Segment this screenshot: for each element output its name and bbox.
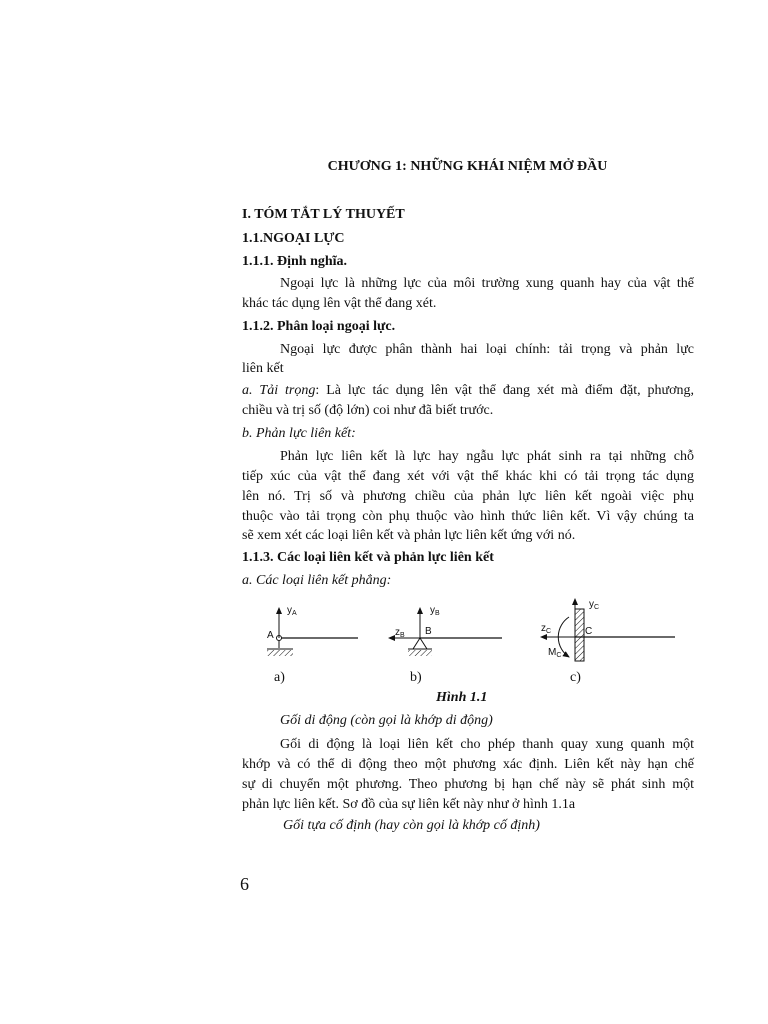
figure-caption: Hình 1.1 bbox=[436, 690, 488, 705]
term-label: a. Các loại liên kết phẳng: bbox=[242, 573, 392, 588]
fixed-support-c bbox=[541, 599, 675, 661]
force-label-ya: $y_A$ bbox=[287, 605, 297, 617]
pin-support-b bbox=[389, 605, 502, 656]
item-title: Gối tựa cố định (hay còn gọi là khớp cố định) bbox=[283, 818, 540, 833]
paragraph-line: chiều và trị số (độ lớn) coi như đã biết trước. bbox=[242, 403, 494, 418]
moment-label-mc: $M_C$ bbox=[548, 647, 562, 659]
figure-label-a: a) bbox=[274, 670, 285, 685]
point-label-b: B bbox=[425, 626, 432, 637]
figure-label-c: c) bbox=[570, 670, 581, 685]
force-label-zb: $z_B$ bbox=[395, 627, 405, 639]
paragraph-line: sẽ xem xét các loại liên kết và phản lực liên kết ứng với nó. bbox=[242, 528, 576, 543]
support-diagram bbox=[255, 595, 700, 665]
term-definition: : Là lực tác dụng lên vật thể đang xét mà điểm đặt, phương, bbox=[315, 383, 695, 398]
subsubsection-heading: 1.1.1. Định nghĩa. bbox=[242, 254, 348, 269]
chapter-title: CHƯƠNG 1: NHỮNG KHÁI NIỆM MỞ ĐẦU bbox=[327, 159, 608, 174]
roller-support-a bbox=[267, 605, 358, 656]
figure-label-b: b) bbox=[410, 670, 422, 685]
subsubsection-heading: 1.1.2. Phân loại ngoại lực. bbox=[242, 319, 396, 334]
force-label-yc: $y_C$ bbox=[589, 599, 600, 611]
subsubsection-heading: 1.1.3. Các loại liên kết và phản lực liên kết bbox=[242, 550, 494, 565]
item-title: Gối di động (còn gọi là khớp di động) bbox=[280, 713, 493, 728]
paragraph-line: thuộc vào tải trọng còn phụ thuộc vào hình thức liên kết. Vì vậy chúng ta bbox=[242, 509, 694, 524]
paragraph-line: Ngoại lực là những lực của môi trường xung quanh hay của vật thể bbox=[280, 276, 694, 291]
paragraph-line: khác tác dụng lên vật thể đang xét. bbox=[242, 296, 437, 311]
paragraph-line: tiếp xúc của vật thể đang xét với vật thể khác khi có tải trọng tác dụng bbox=[242, 469, 694, 484]
paragraph-line: lên nó. Trị số và phương chiều của phản lực liên kết ngoài việc phụ bbox=[242, 489, 694, 504]
paragraph-line: sự di chuyển một phương. Theo phương bị hạn chế này sẽ phát sinh một bbox=[242, 777, 694, 792]
force-label-zc: $z_C$ bbox=[541, 623, 552, 635]
point-label-a: A bbox=[267, 630, 274, 641]
paragraph-line: Ngoại lực được phân thành hai loại chính: tải trọng và phản lực bbox=[280, 342, 694, 357]
subsection-heading: 1.1.NGOẠI LỰC bbox=[242, 231, 345, 246]
force-label-yb: $y_B$ bbox=[430, 605, 440, 617]
paragraph-line: khớp và có thể di động theo một phương xác định. Liên kết này hạn chế bbox=[242, 757, 694, 772]
paragraph-line: Gối di động là loại liên kết cho phép thanh quay xung quanh một bbox=[280, 737, 694, 752]
page-number: 6 bbox=[240, 874, 249, 894]
paragraph-line: liên kết bbox=[242, 361, 284, 376]
term-label: b. Phản lực liên kết: bbox=[242, 426, 356, 441]
paragraph-line bbox=[242, 382, 694, 400]
paragraph-line: phản lực liên kết. Sơ đồ của sự liên kết này như ở hình 1.1a bbox=[242, 797, 576, 812]
paragraph-line: Phản lực liên kết là lực hay ngẫu lực phát sinh ra tại những chỗ bbox=[280, 449, 694, 464]
section-heading: I. TÓM TẮT LÝ THUYẾT bbox=[242, 207, 405, 222]
term-label: a. Tải trọng bbox=[242, 383, 316, 398]
point-label-c: C bbox=[585, 626, 593, 637]
